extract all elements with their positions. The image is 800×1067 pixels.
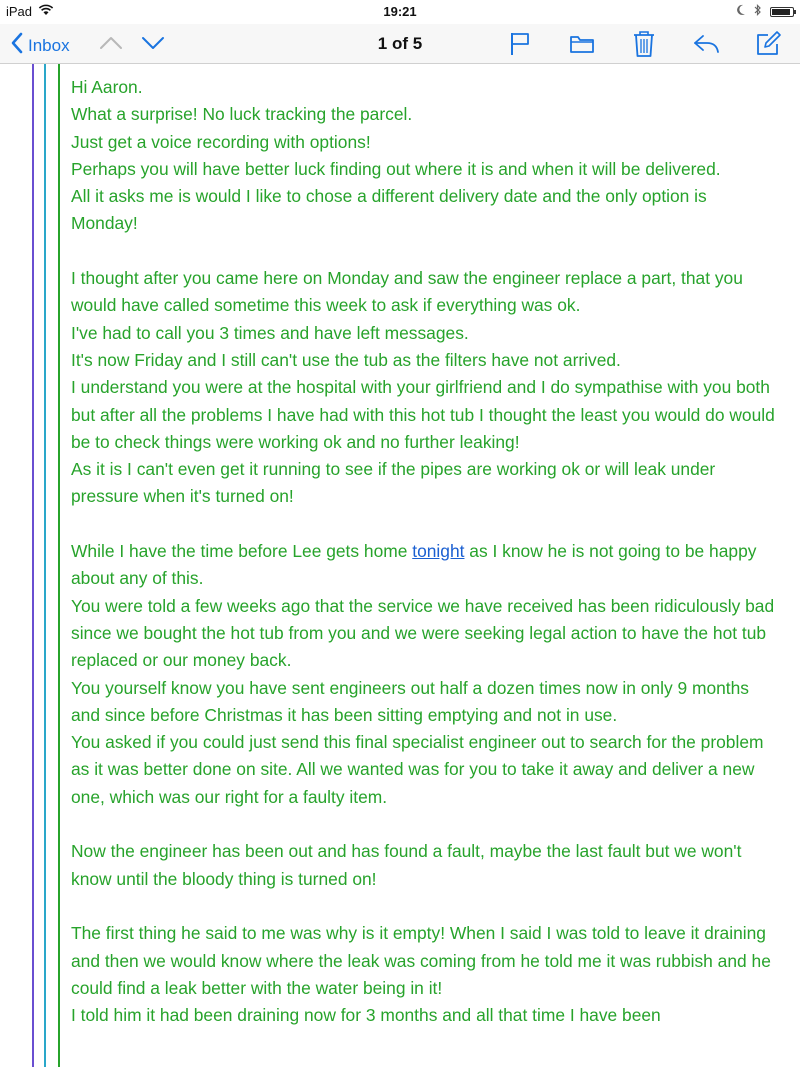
back-label: Inbox xyxy=(28,35,70,55)
moon-icon xyxy=(736,4,746,19)
paragraph-5 xyxy=(71,920,776,1029)
reply-button[interactable] xyxy=(692,30,720,58)
text-line: All it asks me is would I like to chose a different delivery date and the only option is Monday! xyxy=(71,186,707,234)
paragraph-3 xyxy=(71,538,776,811)
text-line: I told him it had been draining now for 3 months and all that time I have been xyxy=(71,1005,661,1026)
text-line: The first thing he said to me was why is it empty! When I said I was told to leave it draining and then we would know where the leak was coming from he told me it was rubbish and he could find a leak better with the water being in it! xyxy=(71,923,771,998)
message-counter: 1 of 5 xyxy=(377,34,423,53)
email-text xyxy=(71,74,776,1029)
paragraph-2 xyxy=(71,265,776,511)
text-segment: While I have the time before Lee gets home xyxy=(71,541,413,562)
status-time: 19:21 xyxy=(383,4,417,19)
paragraph-gap xyxy=(71,811,776,838)
compose-icon xyxy=(755,31,781,57)
folder-icon xyxy=(569,33,595,55)
quote-bar-outer xyxy=(32,64,34,1067)
status-bar xyxy=(0,0,800,24)
text-line: What a surprise! No luck tracking the parcel. xyxy=(71,104,413,125)
text-line: You asked if you could just send this final specialist engineer out to search for the problem as it was better done on site. All we wanted was for you to take it away and deliver a new one, which was our right for a faulty item. xyxy=(71,732,764,807)
next-message-button[interactable] xyxy=(140,32,166,59)
text-line xyxy=(71,538,776,593)
battery-icon xyxy=(770,7,794,17)
text-line: I thought after you came here on Monday and saw the engineer replace a part, that you would have called sometime this week to ask if everything was ok. xyxy=(71,268,743,316)
trash-button[interactable] xyxy=(630,30,658,58)
status-right xyxy=(736,4,794,19)
text-line: Just get a voice recording with options! xyxy=(71,131,371,152)
paragraph-gap xyxy=(71,511,776,538)
device-name: iPad xyxy=(6,4,33,19)
text-line: Now the engineer has been out and has found a fault, maybe the last fault but we won't know until the bloody thing is turned on! xyxy=(71,841,742,889)
date-link[interactable]: tonight xyxy=(412,541,465,562)
text-line: You yourself know you have sent engineers out half a dozen times now in only 9 months and since before Christmas it has been sitting emptying and not in use. xyxy=(71,677,750,725)
bluetooth-icon xyxy=(754,4,762,19)
text-line: As it is I can't even get it running to see if the pipes are working ok or will leak under pressure when it's turned on! xyxy=(71,459,716,507)
inbox-back-button[interactable] xyxy=(10,32,70,59)
text-line: I've had to call you 3 times and have left messages. xyxy=(71,322,469,343)
text-line: I understand you were at the hospital with your girlfriend and I do sympathise with you both but after all the problems I have had with this hot tub I thought the least you would do would be to check things were working ok and no further leaking! xyxy=(71,377,775,452)
text-line: It's now Friday and I still can't use the tub as the filters have not arrived. xyxy=(71,349,621,370)
quote-bar-inner xyxy=(58,64,60,1067)
text-line: Perhaps you will have better luck finding out where it is and when it will be delivered. xyxy=(71,158,721,179)
trash-icon xyxy=(632,30,656,58)
message-navigation xyxy=(98,32,166,59)
chevron-left-icon xyxy=(10,32,24,59)
previous-message-button[interactable] xyxy=(98,32,124,59)
paragraph-4 xyxy=(71,838,776,893)
nav-bar xyxy=(0,24,800,64)
move-to-folder-button[interactable] xyxy=(568,30,596,58)
paragraph-1 xyxy=(71,74,776,238)
paragraph-gap xyxy=(71,893,776,920)
text-segment: as I know he is not going to be happy about any of this. xyxy=(71,541,757,589)
quote-bar-middle xyxy=(44,64,46,1067)
text-line: Hi Aaron. xyxy=(71,77,143,97)
paragraph-gap xyxy=(71,238,776,265)
flag-icon xyxy=(509,31,531,57)
message-body[interactable] xyxy=(0,64,800,1067)
flag-button[interactable] xyxy=(506,30,534,58)
toolbar xyxy=(506,30,782,58)
reply-icon xyxy=(692,33,720,55)
compose-button[interactable] xyxy=(754,30,782,58)
text-line: You were told a few weeks ago that the service we have received has been ridiculously bad since we bought the hot tub from you and we were seeking legal action to have the hot tub replaced or our money back. xyxy=(71,595,775,671)
chevron-down-icon xyxy=(140,32,166,54)
chevron-up-icon xyxy=(98,32,124,54)
